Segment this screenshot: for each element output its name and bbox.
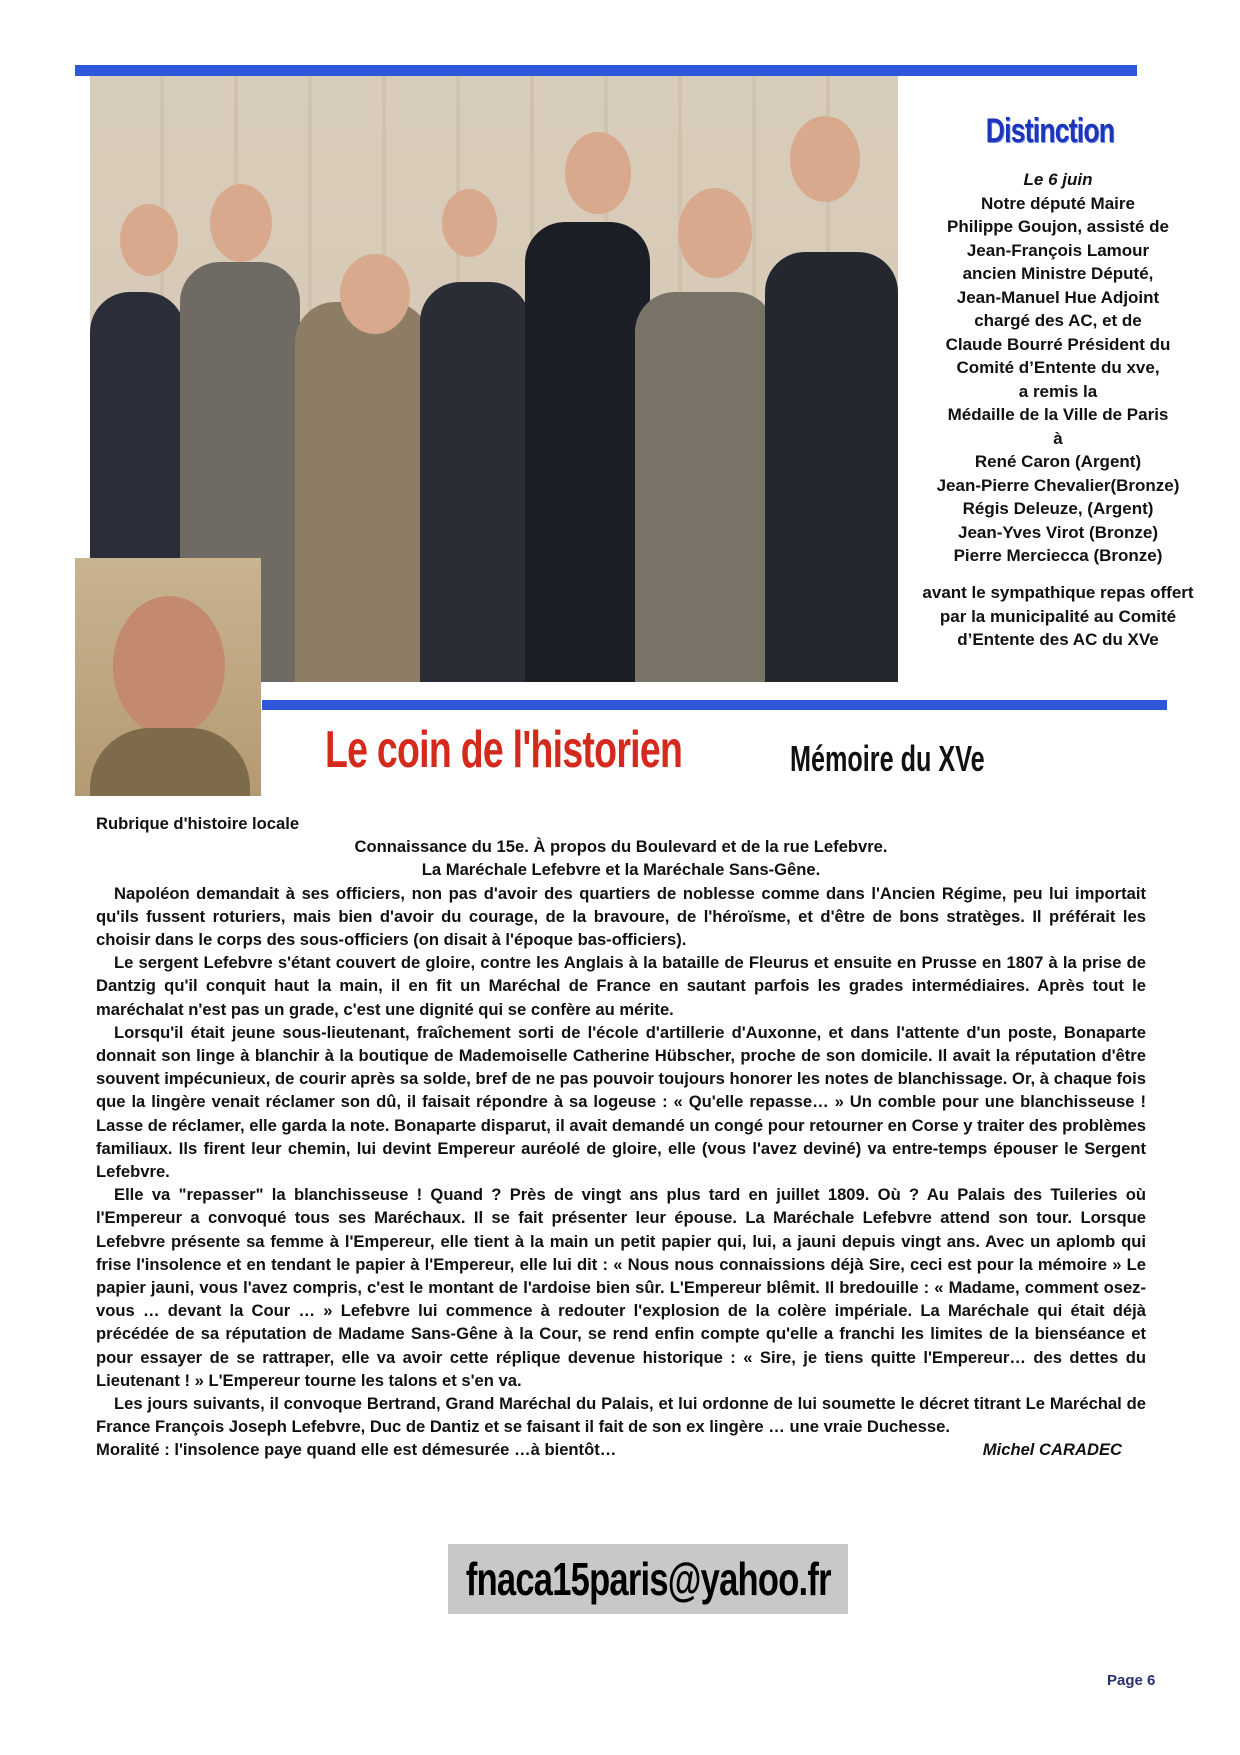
distinction-line: Médaille de la Ville de Paris — [947, 405, 1169, 424]
distinction-line: Le 6 juin — [1023, 170, 1093, 189]
section-divider-bar — [262, 700, 1167, 710]
article-paragraph: Elle va "repasser" la blanchisseuse ! Quand ? Près de vingt ans plus tard en juillet 1809. Où ? Au Palais des Tuileries où l'Empereur a convoqué tous ses Maréchaux. Il se fait présenter leur épouse. La Maréchale Lefebvre attend son tour. Lorsque Lefebvre présente sa femme à l'Empereur, elle tient à la main un petit papier qui, lui, a jauni depuis vingt ans. Avec un aplomb qui frise l'insolence et en tendant le papier à l'Empereur, elle lui dit : « Nous nous connaissions déjà Sire, ceci est pour la mémoire » Le papier jauni, vous l'avez compris, c'est le montant de l'ardoise bien sûr. L'Empereur blêmit. Il bredouille : « Madame, comment osez-vous … devant la Cour … » Lefebvre lui commence à redouter l'explosion de la colère impériale. La Maréchale qui était déjà précédée de sa réputation de Madame Sans-Gêne à la Cour, se rend enfin compte qu'elle a franchi les limites de la bienséance et pour essayer de se rattraper, elle va avoir cette réplique devenue historique : « Sire, je tiens quitte l'Empereur… des dettes du Lieutenant ! » L'Empereur tourne les talons et s'en va. — [96, 1185, 1146, 1390]
historian-section-subtitle: Mémoire du XVe — [790, 738, 985, 779]
distinction-line: Jean-Manuel Hue Adjoint — [956, 287, 1160, 307]
distinction-line: ancien Ministre Député, — [962, 264, 1154, 283]
distinction-line: Jean-François Lamour — [966, 240, 1150, 260]
article-closing — [96, 1438, 1146, 1461]
email-address[interactable]: fnaca15paris@yahoo.fr — [465, 1553, 831, 1605]
distinction-line: René Caron (Argent) — [974, 452, 1142, 471]
distinction-text — [908, 168, 1208, 568]
article-paragraph: Le sergent Lefebvre s'étant couvert de gloire, contre les Anglais à la bataille de Fleurus et ensuite en Prusse en 1807 à la prise de Dantzig qu'il conquit haut la main, il en fit un Maréchal de France en sautant parfois les grades intermédiaires. Après tout le maréchalat n'est pas un grade, c'est une dignité qui se confère au mérite. — [96, 953, 1146, 1019]
distinction-line: Notre député Maire — [981, 193, 1135, 213]
distinction-line: Comité d’Entente du xve, — [956, 358, 1160, 377]
distinction-line: Claude Bourré Président du — [945, 334, 1171, 354]
historian-section-title: Le coin de l'historien — [325, 721, 683, 779]
article-signature: Michel CARADEC — [982, 1440, 1122, 1460]
distinction-line: Philippe Goujon, assisté de — [947, 217, 1169, 236]
historian-portrait-photo — [75, 558, 261, 796]
history-article — [96, 812, 1146, 1462]
distinction-line: Jean-Pierre Chevalier(Bronze) — [936, 475, 1180, 495]
distinction-line: Pierre Merciecca (Bronze) — [953, 546, 1163, 565]
article-rubrique: Rubrique d'histoire locale — [96, 814, 300, 833]
distinction-footer: avant le sympathique repas offert par la municipalité au Comité d’Entente des AC du XVe — [922, 583, 1194, 649]
distinction-title: Distinction — [985, 112, 1115, 150]
distinction-line: Régis Deleuze, (Argent) — [962, 499, 1154, 518]
distinction-line: Jean-Yves Virot (Bronze) — [958, 522, 1158, 542]
distinction-line: a remis la — [1018, 381, 1098, 401]
article-heading-1: Connaissance du 15e. À propos du Boulevard et de la rue Lefebvre. — [354, 837, 888, 857]
distinction-line: à — [1053, 428, 1063, 448]
article-paragraph: Les jours suivants, il convoque Bertrand, Grand Maréchal du Palais, et lui ordonne de lui soumette le décret titrant Le Maréchal de France François Joseph Lefebvre, Duc de Dantiz et se faisant il fait de son ex lingère … une vraie Duchesse. — [96, 1394, 1146, 1437]
article-moral: Moralité : l'insolence paye quand elle est démesurée …à bientôt… — [96, 1440, 617, 1460]
article-paragraph: Lorsqu'il était jeune sous-lieutenant, fraîchement sorti de l'école d'artillerie d'Auxonne, et dans l'attente d'un poste, Bonaparte donnait son linge à blanchir à la boutique de Mademoiselle Catherine Hübscher, proche de son domicile. Il avait la réputation d'être souvent impécunieux, de courir après sa solde, bref de ne pas pouvoir toujours honorer les notes de blanchissage. Or, à chaque fois que la lingère venait réclamer son dû, il faisait répondre à sa logeuse : « Qu'elle repasse… » Un comble pour une blanchisseuse ! Lasse de réclamer, elle garda la note. Bonaparte disparut, il avait demandé un congé pour retourner en Corse y traiter des problèmes familiaux. Ils firent leur chemin, lui devint Empereur auréolé de gloire, elle (vous l'avez deviné) va entre-temps épouser le Sergent Lefebvre. — [96, 1022, 1146, 1182]
page-number: Page 6 — [1107, 1672, 1156, 1689]
email-address-box[interactable] — [448, 1544, 848, 1614]
distinction-line: chargé des AC, et de — [974, 311, 1142, 330]
top-divider-bar — [75, 65, 1137, 76]
article-paragraph: Napoléon demandait à ses officiers, non pas d'avoir des quartiers de noblesse comme dans l'Ancien Régime, peu lui importait qu'ils fussent roturiers, mais bien d'avoir du courage, de la bravoure, de l'héroïsme, et d'être de bons stratèges. Il préférait les choisir dans le corps des sous-officiers (on disait à l'époque bas-officiers). — [96, 883, 1146, 950]
article-heading-2: La Maréchale Lefebvre et la Maréchale Sans-Gêne. — [421, 860, 821, 880]
